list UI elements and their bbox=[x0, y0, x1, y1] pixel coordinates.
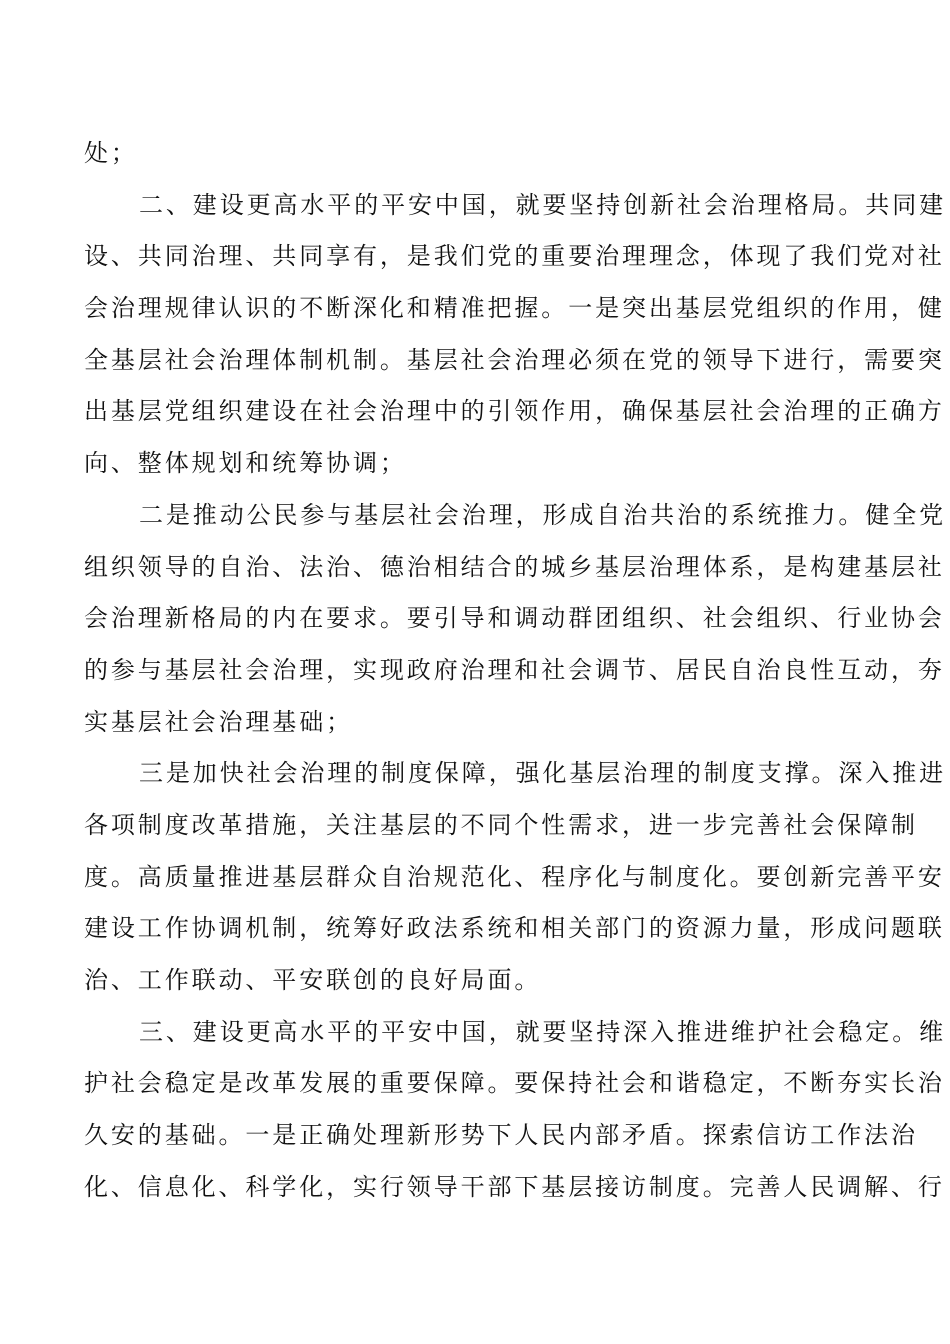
text-line: 会治理规律认识的不断深化和精准把握。一是突出基层党组织的作用，健 bbox=[84, 294, 945, 323]
text-line: 实基层社会治理基础； bbox=[84, 707, 353, 736]
text-line: 会治理新格局的内在要求。要引导和调动群团组织、社会组织、行业协会 bbox=[84, 604, 945, 633]
text-line: 护社会稳定是改革发展的重要保障。要保持社会和谐稳定，不断夯实长治 bbox=[84, 1069, 945, 1098]
text-line: 设、共同治理、共同享有，是我们党的重要治理理念，体现了我们党对社 bbox=[84, 242, 945, 271]
text-line: 组织领导的自治、法治、德治相结合的城乡基层治理体系，是构建基层社 bbox=[84, 552, 945, 581]
text-line: 的参与基层社会治理，实现政府治理和社会调节、居民自治良性互动，夯 bbox=[84, 655, 945, 684]
text-line: 出基层党组织建设在社会治理中的引领作用，确保基层社会治理的正确方 bbox=[84, 397, 945, 426]
text-line: 久安的基础。一是正确处理新形势下人民内部矛盾。探索信访工作法治 bbox=[84, 1121, 918, 1150]
text-line: 建设工作协调机制，统筹好政法系统和相关部门的资源力量，形成问题联 bbox=[84, 914, 945, 943]
text-line: 度。高质量推进基层群众自治规范化、程序化与制度化。要创新完善平安 bbox=[84, 862, 945, 891]
text-line: 向、整体规划和统筹协调； bbox=[84, 449, 407, 478]
text-line: 三、建设更高水平的平安中国，就要坚持深入推进维护社会稳定。维 bbox=[139, 1017, 946, 1046]
text-line: 二是推动公民参与基层社会治理，形成自治共治的系统推力。健全党 bbox=[139, 500, 946, 529]
text-line: 各项制度改革措施，关注基层的不同个性需求，进一步完善社会保障制 bbox=[84, 810, 918, 839]
text-line: 三是加快社会治理的制度保障，强化基层治理的制度支撑。深入推进 bbox=[139, 759, 946, 788]
text-line: 治、工作联动、平安联创的良好局面。 bbox=[84, 966, 542, 994]
text-line: 化、信息化、科学化，实行领导干部下基层接访制度。完善人民调解、行 bbox=[84, 1172, 945, 1201]
text-line: 二、建设更高水平的平安中国，就要坚持创新社会治理格局。共同建 bbox=[139, 190, 946, 219]
text-line: 全基层社会治理体制机制。基层社会治理必须在党的领导下进行，需要突 bbox=[84, 345, 945, 374]
document-body bbox=[84, 128, 946, 1213]
text-line: 处； bbox=[84, 139, 138, 167]
